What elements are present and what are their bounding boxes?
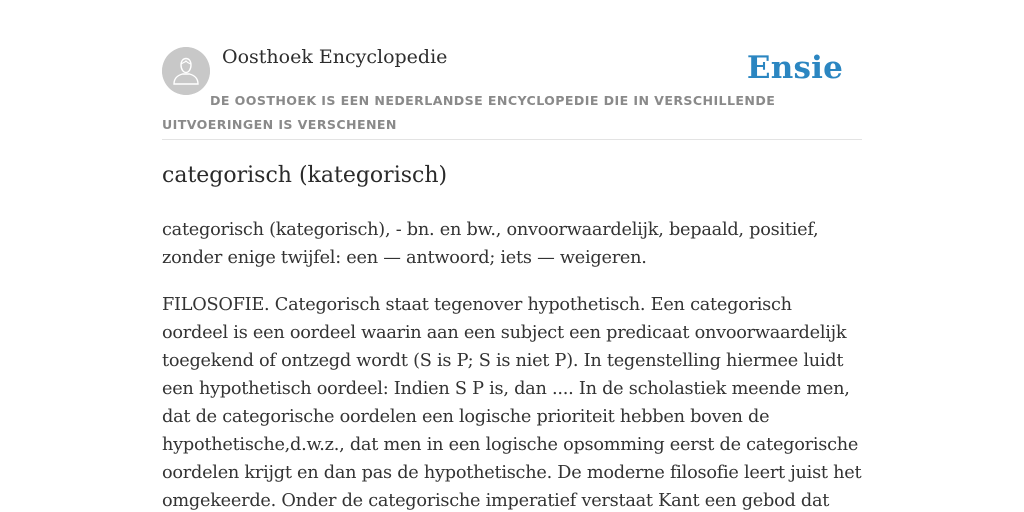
site-header (162, 0, 862, 140)
article-paragraph: categorisch (kategorisch), - bn. en bw., onvoorwaardelijk, bepaald, positief, zonder enige twijfel: een — antwoord; iets — weigeren. (162, 220, 819, 268)
article-title: categorisch (kategorisch) (162, 163, 448, 188)
site-tagline: DE OOSTHOEK IS EEN NEDERLANDSE ENCYCLOPEDIE DIE IN VERSCHILLENDE UITVOERINGEN IS VERSCHENEN (162, 93, 776, 132)
article-body (162, 216, 862, 512)
page-container (162, 0, 862, 511)
site-name-link[interactable]: Oosthoek Encyclopedie (222, 46, 448, 68)
ensie-logo-link[interactable]: Ensie (746, 50, 843, 86)
article-paragraph: FILOSOFIE. Categorisch staat tegenover hypothetisch. Een categorisch oordeel is een oordeel waarin aan een subject een predicaat onvoorwaardelijk toegekend of ontzegd wordt (S is P; S is niet P). In tegenstelling hiermee luidt een hypothetisch oordeel: Indien S P is, dan .... In de scholastiek meende men, dat de categorische oordelen een logische prioriteit hebben boven de hypothetische,d.w.z., dat men in een logische opsomming eerst de categorische oordelen krijgt en dan pas de hypothetische. De moderne filosofie leert juist het omgekeerde. Onder de categorische imperatief verstaat Kant een gebod dat (162, 295, 862, 511)
user-silhouette-icon[interactable] (162, 47, 210, 95)
